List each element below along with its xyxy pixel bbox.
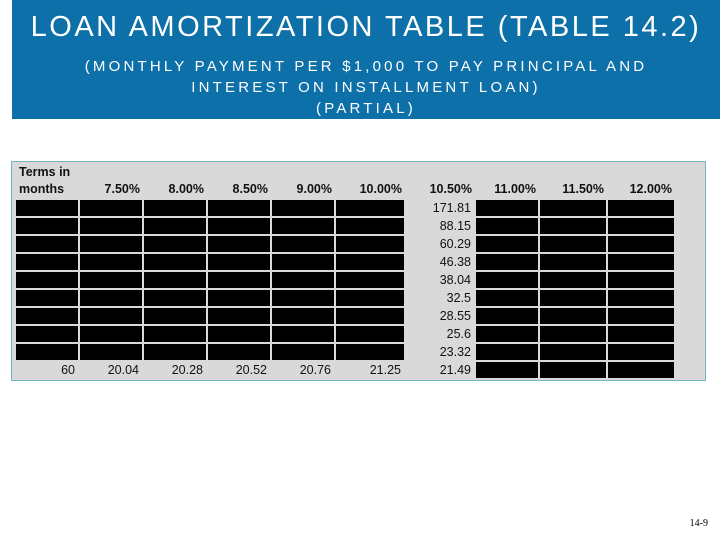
redacted-cell [272, 236, 334, 254]
redacted-cell [208, 218, 270, 236]
redacted-cell [16, 254, 78, 272]
table-cell: 25.6 [406, 326, 474, 344]
redacted-cell [208, 344, 270, 362]
redacted-cell [144, 254, 206, 272]
redacted-cell [16, 344, 78, 362]
redacted-cell [208, 326, 270, 344]
column-header-rate: 9.00% [296, 182, 332, 196]
table-cell: 171.81 [406, 200, 474, 218]
table-row [16, 254, 674, 272]
redacted-cell [208, 290, 270, 308]
redacted-cell [144, 236, 206, 254]
redacted-cell [540, 254, 606, 272]
redacted-cell [272, 326, 334, 344]
redacted-cell [80, 236, 142, 254]
table-cell: 23.32 [406, 344, 474, 362]
table-cell: 20.28 [144, 362, 206, 380]
slide-subtitle [12, 56, 720, 119]
subtitle-line: (MONTHLY PAYMENT PER $1,000 TO PAY PRINCIPAL AND [84, 58, 648, 75]
redacted-cell [80, 344, 142, 362]
redacted-cell [476, 326, 538, 344]
redacted-cell [476, 344, 538, 362]
redacted-cell [144, 218, 206, 236]
redacted-cell [272, 344, 334, 362]
redacted-cell [336, 290, 404, 308]
column-header-rate: 12.00% [629, 182, 672, 196]
redacted-cell [80, 218, 142, 236]
redacted-cell [336, 326, 404, 344]
redacted-cell [540, 236, 606, 254]
redacted-cell [144, 200, 206, 218]
redacted-cell [476, 308, 538, 326]
redacted-cell [476, 290, 538, 308]
column-header-rate: 8.00% [168, 182, 204, 196]
redacted-cell [16, 218, 78, 236]
redacted-cell [336, 236, 404, 254]
column-header-rate: 10.00% [359, 182, 402, 196]
redacted-cell [540, 344, 606, 362]
redacted-cell [476, 200, 538, 218]
column-header-terms-line1: Terms in [19, 165, 71, 179]
redacted-cell [540, 218, 606, 236]
redacted-cell [476, 362, 538, 380]
redacted-cell [144, 272, 206, 290]
redacted-cell [608, 200, 674, 218]
redacted-cell [80, 308, 142, 326]
amortization-table [14, 164, 676, 380]
table-cell: 20.04 [80, 362, 142, 380]
redacted-cell [208, 254, 270, 272]
redacted-cell [336, 308, 404, 326]
redacted-cell [336, 272, 404, 290]
redacted-cell [272, 290, 334, 308]
table-row [16, 362, 674, 380]
redacted-cell [540, 272, 606, 290]
redacted-cell [208, 200, 270, 218]
redacted-cell [476, 236, 538, 254]
subtitle-line: (PARTIAL) [316, 100, 416, 117]
redacted-cell [608, 272, 674, 290]
column-header-rate: 11.50% [562, 182, 604, 196]
table-cell: 88.15 [406, 218, 474, 236]
redacted-cell [272, 254, 334, 272]
redacted-cell [80, 326, 142, 344]
redacted-cell [608, 344, 674, 362]
table-cell: 46.38 [406, 254, 474, 272]
redacted-cell [80, 254, 142, 272]
slide-title: LOAN AMORTIZATION TABLE (TABLE 14.2) [30, 11, 702, 43]
redacted-cell [608, 308, 674, 326]
redacted-cell [16, 308, 78, 326]
redacted-cell [476, 272, 538, 290]
table-row [16, 344, 674, 362]
redacted-cell [208, 236, 270, 254]
redacted-cell [608, 218, 674, 236]
column-header-terms-line2: months [19, 182, 65, 196]
table-row [16, 200, 674, 218]
title-banner [12, 0, 720, 119]
redacted-cell [16, 236, 78, 254]
redacted-cell [540, 200, 606, 218]
table-cell: 21.49 [406, 362, 474, 380]
redacted-cell [80, 290, 142, 308]
redacted-cell [208, 272, 270, 290]
redacted-cell [608, 236, 674, 254]
table-cell: 38.04 [406, 272, 474, 290]
table-cell: 20.52 [208, 362, 270, 380]
redacted-cell [540, 362, 606, 380]
redacted-cell [208, 308, 270, 326]
redacted-cell [336, 344, 404, 362]
redacted-cell [144, 308, 206, 326]
redacted-cell [608, 290, 674, 308]
redacted-cell [80, 200, 142, 218]
subtitle-line: INTEREST ON INSTALLMENT LOAN) [191, 79, 541, 96]
table-row [16, 308, 674, 326]
redacted-cell [16, 326, 78, 344]
column-header-rate: 10.50% [429, 182, 472, 196]
redacted-cell [608, 362, 674, 380]
redacted-cell [336, 200, 404, 218]
table-cell: 21.25 [336, 362, 404, 380]
redacted-cell [272, 200, 334, 218]
table-cell: 20.76 [272, 362, 334, 380]
table-cell: 60 [16, 362, 78, 380]
redacted-cell [80, 272, 142, 290]
redacted-cell [540, 308, 606, 326]
column-header-rate: 11.00% [494, 182, 536, 196]
table-row [16, 272, 674, 290]
table-header-row [16, 164, 674, 200]
redacted-cell [608, 326, 674, 344]
column-header-rate: 7.50% [104, 182, 140, 196]
table-row [16, 218, 674, 236]
table-row [16, 326, 674, 344]
redacted-cell [272, 218, 334, 236]
page-number: 14-9 [689, 518, 708, 529]
table-cell: 32.5 [406, 290, 474, 308]
redacted-cell [144, 290, 206, 308]
column-header-terms [16, 164, 78, 200]
table-row [16, 290, 674, 308]
redacted-cell [336, 218, 404, 236]
table-cell: 60.29 [406, 236, 474, 254]
table-cell: 28.55 [406, 308, 474, 326]
redacted-cell [476, 254, 538, 272]
redacted-cell [476, 218, 538, 236]
redacted-cell [144, 344, 206, 362]
redacted-cell [144, 326, 206, 344]
table-row [16, 236, 674, 254]
redacted-cell [16, 272, 78, 290]
redacted-cell [272, 272, 334, 290]
redacted-cell [540, 290, 606, 308]
redacted-cell [540, 326, 606, 344]
amortization-table-container [11, 161, 706, 381]
redacted-cell [336, 254, 404, 272]
redacted-cell [16, 200, 78, 218]
redacted-cell [272, 308, 334, 326]
redacted-cell [608, 254, 674, 272]
column-header-rate: 8.50% [232, 182, 268, 196]
redacted-cell [16, 290, 78, 308]
